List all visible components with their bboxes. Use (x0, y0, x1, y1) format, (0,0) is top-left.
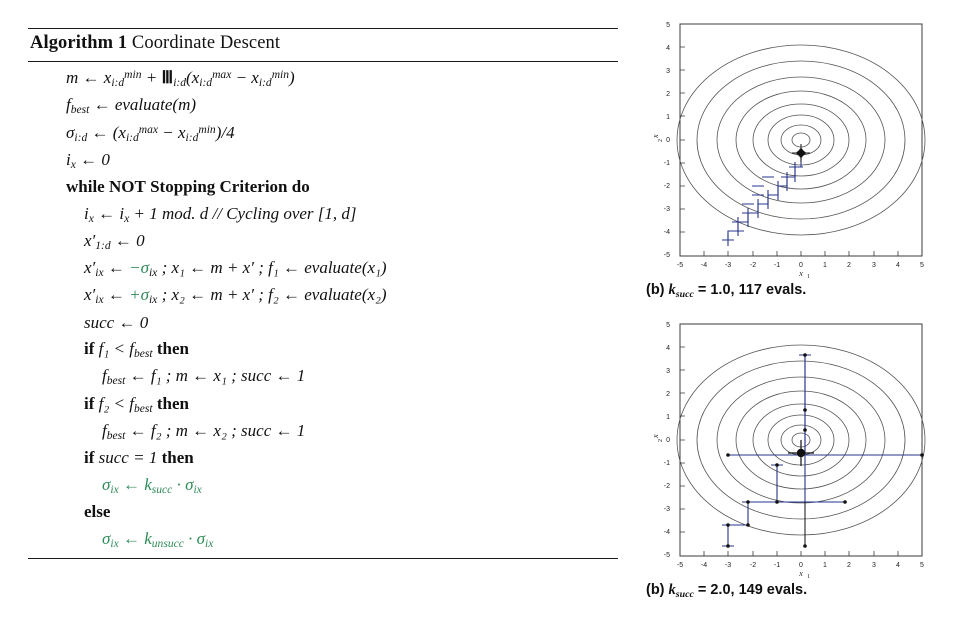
svg-text:-4: -4 (663, 229, 670, 236)
algorithm-line-body: while NOT Stopping Criterion do (66, 177, 310, 197)
plot-svg-2 (640, 310, 940, 578)
svg-text:4: 4 (896, 561, 900, 569)
algorithm-line (28, 391, 618, 418)
svg-text:5: 5 (920, 262, 924, 269)
algorithm-line-body: if $f_2 < f_{best}$ then (84, 393, 189, 415)
algorithm-title (28, 29, 618, 59)
svg-text:-3: -3 (663, 505, 670, 513)
svg-text:5: 5 (666, 321, 670, 329)
figure-2-caption (646, 582, 950, 600)
svg-text:2: 2 (847, 561, 851, 569)
svg-text:4: 4 (896, 262, 900, 269)
algorithm-line (28, 174, 618, 201)
algorithm-line (28, 65, 618, 92)
algorithm-line-body: $f_{best}$ ← evaluate(m) (66, 95, 197, 117)
svg-text:2: 2 (666, 390, 670, 398)
svg-text:1: 1 (666, 413, 670, 421)
svg-text:-2: -2 (749, 561, 757, 569)
algorithm-block (28, 28, 618, 559)
svg-text:-2: -2 (663, 183, 670, 190)
algorithm-line (28, 201, 618, 228)
algorithm-line (28, 526, 618, 553)
algorithm-line (28, 363, 618, 390)
svg-text:4: 4 (666, 45, 670, 52)
figure-column (640, 10, 950, 600)
svg-text:3: 3 (666, 68, 670, 75)
algorithm-line (28, 418, 618, 445)
svg-text:2: 2 (666, 91, 670, 98)
plot-ksucc-2 (640, 310, 940, 578)
svg-text:1: 1 (823, 561, 827, 569)
svg-text:-1: -1 (773, 561, 781, 569)
svg-text:-1: -1 (663, 160, 670, 167)
svg-text:5: 5 (920, 561, 924, 569)
algorithm-line-body: $\sigma_{i:d}$ ← $(x_{i:d}^{max} - x_{i:d}^{min})/4$ (66, 122, 235, 144)
algorithm-line-body: $x'_{1:d}$ ← 0 (84, 230, 145, 253)
figure-2-caption-prefix: (b) (646, 581, 669, 598)
algorithm-line-body: else (84, 502, 111, 521)
svg-text:0: 0 (799, 262, 803, 269)
figure-ksucc-2 (640, 310, 950, 600)
svg-text:-5: -5 (676, 561, 684, 569)
svg-text:x: x (651, 134, 660, 138)
algorithm-line (28, 282, 618, 309)
svg-text:-4: -4 (700, 262, 708, 269)
svg-text:3: 3 (872, 262, 876, 269)
algorithm-line-body: m ← $x_{i:d}^{min}$ + $Ⅲ_{i:d}(x_{i:d}^{max} - x_{i:d}^{min})$ (66, 67, 295, 90)
algorithm-line-body: $\sigma_{ix}$ ← $k_{succ} \cdot \sigma_{ix}$ (102, 474, 202, 496)
figure-2-caption-symbol: k (668, 581, 676, 598)
algorithm-line (28, 255, 618, 282)
svg-text:-2: -2 (749, 262, 757, 269)
svg-text:5: 5 (666, 22, 670, 29)
algorithm-line (28, 472, 618, 499)
algorithm-line-body: $f_{best}$ ← f₁ ; m ← x₁ ; succ ← 1 (102, 366, 306, 388)
figure-1-caption-rest: = 1.0, 117 evals. (693, 282, 807, 298)
algorithm-line-body: if succ = 1 then (84, 448, 194, 468)
svg-text:x: x (799, 269, 803, 278)
algorithm-line (28, 445, 618, 472)
algorithm-line-body: $\sigma_{ix}$ ← $k_{unsucc} \cdot \sigma_{ix}$ (102, 528, 214, 550)
svg-text:1: 1 (807, 573, 810, 578)
svg-text:-5: -5 (676, 262, 684, 269)
figure-1-caption-prefix: (b) (646, 282, 669, 298)
algorithm-line (28, 120, 618, 147)
algorithm-line-body: succ ← 0 (84, 312, 149, 332)
plot-svg-1 (640, 10, 940, 278)
svg-text:1: 1 (666, 114, 670, 121)
svg-text:4: 4 (666, 344, 670, 352)
algorithm-line (28, 336, 618, 363)
figure-ksucc-1 (640, 10, 950, 300)
algorithm-bottom-rule (28, 558, 618, 559)
svg-text:-2: -2 (663, 482, 670, 490)
svg-text:-1: -1 (663, 459, 670, 467)
svg-text:-5: -5 (663, 252, 670, 259)
algorithm-line-body: $f_{best}$ ← f₂ ; m ← x₂ ; succ ← 1 (102, 420, 306, 443)
algorithm-title-label: Algorithm 1 (30, 33, 128, 53)
svg-text:-5: -5 (663, 551, 670, 559)
svg-text:-3: -3 (724, 262, 732, 269)
svg-text:-3: -3 (663, 206, 670, 213)
algorithm-line-body: $i_x$ ← 0 (66, 149, 110, 172)
algorithm-line (28, 228, 618, 255)
figure-2-caption-symbol-sub: succ (675, 588, 694, 600)
svg-text:1: 1 (807, 274, 810, 278)
svg-text:x: x (799, 568, 803, 578)
svg-text:1: 1 (823, 262, 827, 269)
algorithm-line-body: if $f_1 < f_{best}$ then (84, 339, 189, 361)
algorithm-line (28, 310, 618, 337)
algorithm-line (28, 92, 618, 119)
algorithm-lines (28, 62, 618, 555)
algorithm-line-body: $i_x$ ← $i_x + 1$ mod. d // Cycling over [1, d] (84, 203, 357, 225)
svg-text:-3: -3 (724, 561, 732, 569)
algorithm-line (28, 147, 618, 174)
plot-ksucc-1 (640, 10, 940, 278)
figure-1-caption-symbol-sub: succ (675, 288, 694, 300)
figure-1-caption (646, 282, 950, 300)
algorithm-line-body: $x'_{ix}$ ← $+\sigma_{ix}$ ; x₂ ← m + x′ ; f₂ ← evaluate(x₂) (84, 285, 387, 307)
svg-text:2: 2 (658, 139, 664, 142)
svg-text:2: 2 (847, 262, 851, 269)
algorithm-line (28, 499, 618, 526)
svg-text:3: 3 (872, 561, 876, 569)
svg-text:-4: -4 (663, 528, 670, 536)
figure-1-caption-symbol: k (668, 282, 676, 298)
svg-text:x: x (651, 434, 660, 438)
svg-text:3: 3 (666, 367, 670, 375)
algorithm-title-name: Coordinate Descent (131, 33, 281, 53)
figure-2-caption-rest: = 2.0, 149 evals. (693, 581, 808, 598)
algorithm-line-body: $x'_{ix}$ ← $-\sigma_{ix}$ ; x₁ ← m + x′ ; f₁ ← evaluate(x₁) (84, 258, 387, 280)
svg-text:2: 2 (658, 438, 664, 442)
svg-text:-1: -1 (773, 262, 781, 269)
svg-text:0: 0 (666, 436, 670, 444)
svg-text:0: 0 (799, 561, 803, 569)
svg-text:0: 0 (666, 137, 670, 144)
svg-text:-4: -4 (700, 561, 708, 569)
